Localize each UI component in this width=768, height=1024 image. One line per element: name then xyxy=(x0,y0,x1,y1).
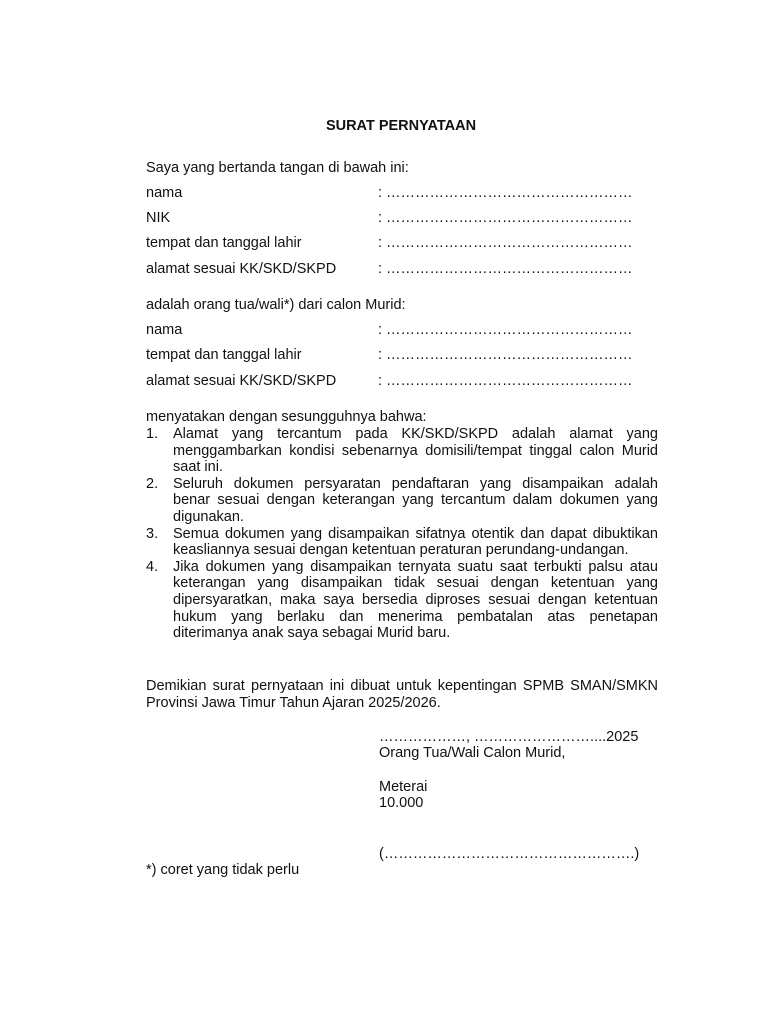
closing-paragraph: Demikian surat pernyataan ini dibuat untuk kepentingan SPMB SMAN/SMKN Provinsi Jawa Timur Tahun Ajaran 2025/2026. xyxy=(146,678,658,711)
field-value: : …………………………………………… xyxy=(378,322,633,338)
field-label: NIK xyxy=(146,210,171,226)
parent-field-address xyxy=(146,261,666,281)
field-value: : …………………………………………… xyxy=(378,261,633,277)
child-field-address xyxy=(146,373,666,393)
list-item xyxy=(146,426,658,476)
parent-field-nik xyxy=(146,210,666,230)
field-label: nama xyxy=(146,322,183,338)
item-text: Alamat yang tercantum pada KK/SKD/SKPD adalah alamat yang menggambarkan kondisi sebenarnya domisili/tempat tinggal calon Murid saat ini. xyxy=(173,426,658,476)
stamp-value: 10.000 xyxy=(379,795,424,811)
stamp-label: Meterai xyxy=(379,779,428,795)
field-value: : …………………………………………… xyxy=(378,210,633,226)
item-number: 2. xyxy=(146,475,159,492)
signature-date-line: ………………, ……………………....2025 xyxy=(379,729,639,745)
item-text: Semua dokumen yang disampaikan sifatnya otentik dan dapat dibuktikan keasliannya sesuai dengan ketentuan peraturan perundang-undangan. xyxy=(173,525,658,559)
item-number: 3. xyxy=(146,525,159,542)
signature-name-line: (…………………………………………….) xyxy=(379,846,640,862)
statement-list xyxy=(146,426,658,642)
parent-field-birth xyxy=(146,235,666,255)
item-text: Jika dokumen yang disampaikan ternyata suatu saat terbukti palsu atau keterangan yang disampaikan tidak sesuai dengan ketentuan yang dipersyaratkan, maka saya bersedia diproses sesuai dengan ketentuan hukum yang berlaku dan menerima pembatalan atas penetapan diterimanya anak saya sebagai Murid baru. xyxy=(173,558,658,642)
item-number: 1. xyxy=(146,426,159,442)
parent-field-name xyxy=(146,185,666,205)
field-value: : …………………………………………… xyxy=(378,235,633,251)
child-intro-text: adalah orang tua/wali*) dari calon Murid: xyxy=(146,297,406,313)
list-item xyxy=(146,526,658,559)
item-text: Seluruh dokumen persyaratan pendaftaran yang disampaikan adalah benar sesuai dengan keterangan yang tercantum dalam dokumen yang digunakan. xyxy=(173,475,658,525)
list-item xyxy=(146,559,658,642)
footnote: *) coret yang tidak perlu xyxy=(146,862,300,878)
signature-role: Orang Tua/Wali Calon Murid, xyxy=(379,745,566,761)
statement-intro-text: menyatakan dengan sesungguhnya bahwa: xyxy=(146,409,427,425)
field-label: alamat sesuai KK/SKD/SKPD xyxy=(146,373,337,389)
intro-text: Saya yang bertanda tangan di bawah ini: xyxy=(146,160,409,176)
child-field-birth xyxy=(146,347,666,367)
field-value: : …………………………………………… xyxy=(378,185,633,201)
field-label: tempat dan tanggal lahir xyxy=(146,347,302,363)
field-value: : …………………………………………… xyxy=(378,347,633,363)
field-label: nama xyxy=(146,185,183,201)
child-field-name xyxy=(146,322,666,342)
item-number: 4. xyxy=(146,558,159,575)
field-value: : …………………………………………… xyxy=(378,373,633,389)
list-item xyxy=(146,476,658,526)
field-label: alamat sesuai KK/SKD/SKPD xyxy=(146,261,337,277)
document-title: SURAT PERNYATAAN xyxy=(325,118,477,134)
field-label: tempat dan tanggal lahir xyxy=(146,235,302,251)
